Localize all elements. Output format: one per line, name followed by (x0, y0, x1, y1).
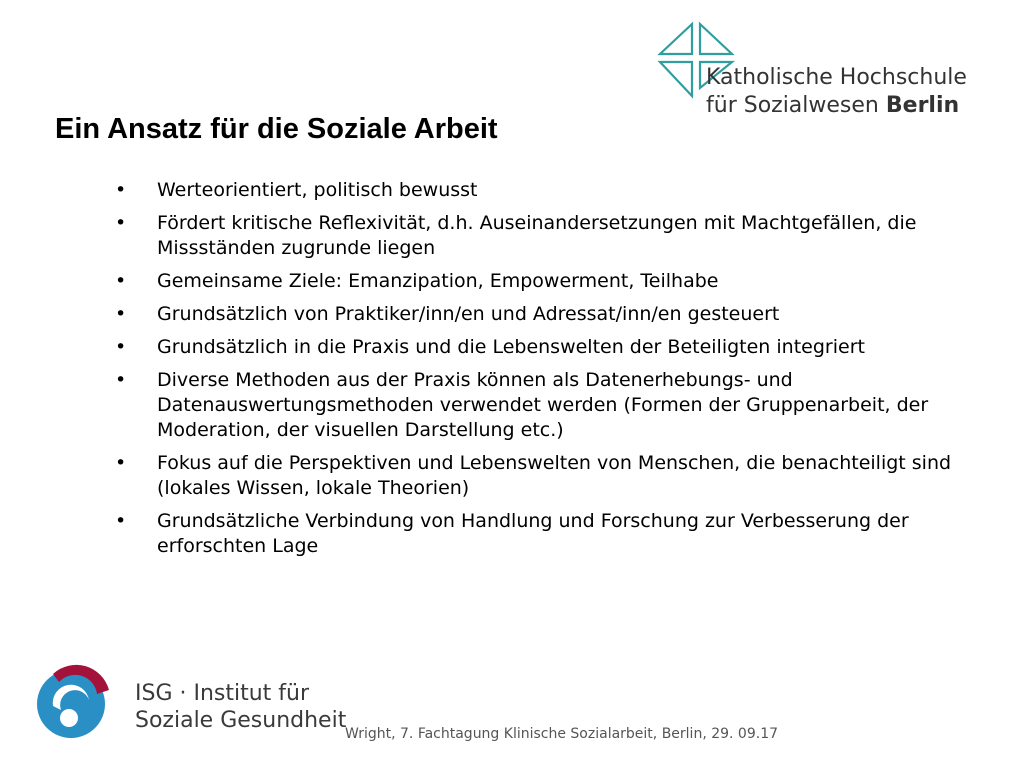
bullet-item (112, 302, 972, 327)
bullet-item (112, 178, 972, 203)
khsb-name-line2-bold: Berlin (885, 93, 960, 118)
bullet-item (112, 335, 972, 360)
bullet-dot-icon: • (115, 212, 127, 234)
bullet-text: Diverse Methoden aus der Praxis können als Datenerhebungs- und Datenauswertungsmethoden verwendet werden (Formen der Gruppenarbeit, der Moderation, der visuellen Darstellung etc.) (157, 369, 929, 441)
bullet-text: Fördert kritische Reflexivität, d.h. Auseinandersetzungen mit Machtgefällen, die Missständen zugrunde liegen (157, 212, 917, 259)
khsb-logo (654, 18, 984, 123)
bullet-item (112, 269, 972, 294)
footer-citation: Wright, 7. Fachtagung Klinische Sozialarbeit, Berlin, 29. 09.17 (345, 726, 779, 742)
bullet-dot-icon: • (115, 270, 127, 292)
bullet-item (112, 451, 972, 501)
isg-circle-logo-icon (33, 660, 115, 742)
isg-name-line2: Soziale Gesundheit (135, 708, 347, 733)
bullet-text: Fokus auf die Perspektiven und Lebenswelten von Menschen, die benachteiligt sind (lokales Wissen, lokale Theorien) (157, 452, 952, 499)
bullet-dot-icon: • (115, 336, 127, 358)
slide-title: Ein Ansatz für die Soziale Arbeit (55, 113, 498, 145)
bullet-text: Werteorientiert, politisch bewusst (157, 179, 478, 201)
bullet-dot-icon: • (115, 179, 127, 201)
isg-name (135, 680, 346, 734)
bullet-list (112, 178, 972, 567)
bullet-text: Gemeinsame Ziele: Emanzipation, Empowerment, Teilhabe (157, 270, 719, 292)
khsb-name-line2-regular: für Sozialwesen (706, 93, 879, 118)
bullet-dot-icon: • (115, 452, 127, 474)
khsb-name-line2 (706, 92, 967, 120)
bullet-text: Grundsätzlich in die Praxis und die Lebenswelten der Beteiligten integriert (157, 336, 865, 358)
khsb-name-line1: Katholische Hochschule (706, 65, 967, 90)
bullet-dot-icon: • (115, 303, 127, 325)
bullet-text: Grundsätzliche Verbindung von Handlung und Forschung zur Verbesserung der erforschten Lage (157, 510, 909, 557)
bullet-dot-icon: • (115, 510, 127, 532)
isg-name-line1: ISG · Institut für (135, 681, 310, 706)
bullet-item (112, 509, 972, 559)
bullet-item (112, 211, 972, 261)
khsb-name (706, 64, 967, 120)
bullet-text: Grundsätzlich von Praktiker/inn/en und Adressat/inn/en gesteuert (157, 303, 780, 325)
bullet-item (112, 368, 972, 443)
bullet-dot-icon: • (115, 369, 127, 391)
isg-logo (33, 660, 347, 750)
